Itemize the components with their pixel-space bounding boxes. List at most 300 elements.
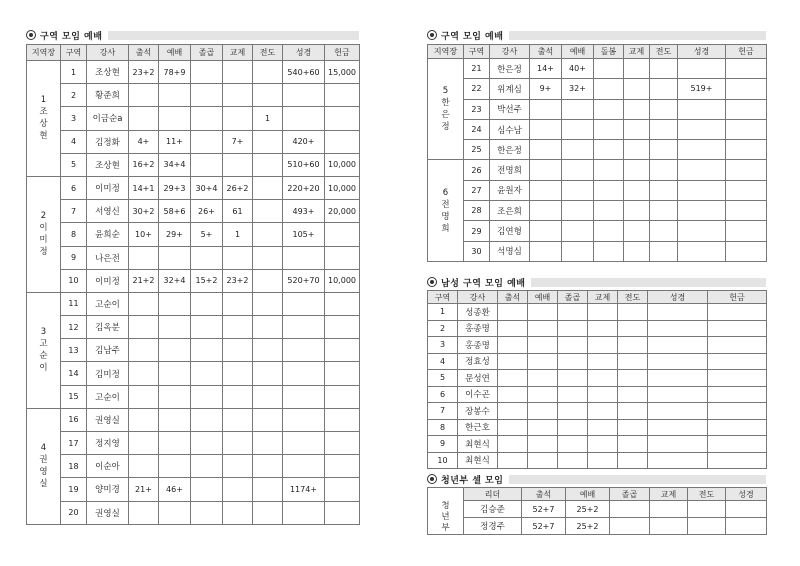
table-cell xyxy=(325,408,360,431)
leader-name-cell: 이미정 xyxy=(87,269,129,292)
leader-name-cell: 김옥분 xyxy=(87,316,129,339)
table-cell xyxy=(129,292,159,315)
table-cell: 23 xyxy=(464,99,490,119)
table-cell: 7 xyxy=(428,403,458,420)
leader-name-cell: 홍종명 xyxy=(458,337,498,354)
table-cell: 10,000 xyxy=(325,153,360,176)
table-cell xyxy=(223,84,253,107)
table-cell xyxy=(588,452,618,469)
column-header: 구역 xyxy=(61,45,87,61)
table-cell xyxy=(562,221,594,241)
table-cell xyxy=(498,436,528,453)
table-cell: 8 xyxy=(61,223,87,246)
table-cell xyxy=(253,339,283,362)
table-cell xyxy=(618,337,648,354)
district-worship-table-left xyxy=(26,44,360,525)
table-cell xyxy=(562,140,594,160)
table-cell xyxy=(648,452,708,469)
table-cell xyxy=(223,362,253,385)
leader-name-cell: 이순아 xyxy=(87,455,129,478)
table-cell: 30 xyxy=(464,241,490,261)
table-cell: 14+1 xyxy=(129,176,159,199)
table-cell xyxy=(708,403,767,420)
table-cell: 1174+ xyxy=(283,478,325,501)
leader-name-cell: 서영신 xyxy=(87,200,129,223)
mens-worship-table xyxy=(427,290,767,469)
table-cell xyxy=(708,436,767,453)
leader-name-cell: 권영실 xyxy=(87,408,129,431)
table-cell xyxy=(650,160,678,180)
table-cell xyxy=(618,320,648,337)
table-cell xyxy=(594,241,624,261)
table-cell xyxy=(223,432,253,455)
table-cell xyxy=(726,501,767,518)
table-cell xyxy=(159,362,191,385)
table-row xyxy=(428,99,767,119)
table-cell xyxy=(708,452,767,469)
leader-name-cell: 조상현 xyxy=(87,153,129,176)
table-cell: 20,000 xyxy=(325,200,360,223)
table-cell xyxy=(688,518,726,535)
leader-name-cell: 성종환 xyxy=(458,304,498,321)
table-cell: 29 xyxy=(464,221,490,241)
table-row xyxy=(428,337,767,354)
table-cell xyxy=(191,455,223,478)
table-cell: 26+2 xyxy=(223,176,253,199)
table-cell: 23+2 xyxy=(223,269,253,292)
leader-name-cell: 심수남 xyxy=(490,119,530,139)
table-cell: 10+ xyxy=(129,223,159,246)
table-cell: 22 xyxy=(464,79,490,99)
table-cell xyxy=(223,292,253,315)
table-cell xyxy=(618,304,648,321)
table-cell xyxy=(253,84,283,107)
table-cell xyxy=(253,385,283,408)
column-header: 출석 xyxy=(530,45,562,59)
table-cell xyxy=(618,386,648,403)
circle-bullet-icon xyxy=(427,30,437,40)
table-cell: 4 xyxy=(61,130,87,153)
table-cell: 21+ xyxy=(129,478,159,501)
table-row xyxy=(428,501,767,518)
table-cell: 540+60 xyxy=(283,61,325,84)
youth-label-cell: 청 년 부 xyxy=(428,501,464,535)
table-cell xyxy=(253,432,283,455)
table-cell xyxy=(223,107,253,130)
table-row xyxy=(428,221,767,241)
region-leader-cell: 2 이 미 정 xyxy=(27,176,61,292)
table-cell xyxy=(530,201,562,221)
column-header: 리더 xyxy=(464,488,522,501)
table-cell xyxy=(498,370,528,387)
title-bar xyxy=(509,31,766,40)
title-bar xyxy=(509,475,766,484)
leader-name-cell: 한은정 xyxy=(490,140,530,160)
column-header: 강사 xyxy=(490,45,530,59)
table-cell xyxy=(498,452,528,469)
table-cell xyxy=(562,99,594,119)
table-cell xyxy=(223,61,253,84)
column-header: 졸곱 xyxy=(558,291,588,304)
table-cell: 18 xyxy=(61,455,87,478)
table-cell xyxy=(223,408,253,431)
table-cell xyxy=(253,478,283,501)
leader-name-cell: 정효성 xyxy=(458,353,498,370)
column-header: 교제 xyxy=(588,291,618,304)
table-cell xyxy=(624,201,650,221)
table-cell xyxy=(588,419,618,436)
table-cell xyxy=(624,221,650,241)
table-cell xyxy=(191,385,223,408)
table-cell xyxy=(191,339,223,362)
table-cell xyxy=(558,370,588,387)
table-cell xyxy=(650,221,678,241)
table-cell xyxy=(678,140,726,160)
leader-name-cell: 양미경 xyxy=(87,478,129,501)
leader-name-cell: 고순이 xyxy=(87,385,129,408)
table-cell xyxy=(129,316,159,339)
table-cell xyxy=(594,140,624,160)
table-row xyxy=(27,501,360,524)
table-cell xyxy=(530,180,562,200)
table-cell xyxy=(530,140,562,160)
table-cell: 3 xyxy=(61,107,87,130)
table-cell xyxy=(558,304,588,321)
table-cell: 52+7 xyxy=(522,518,566,535)
table-cell xyxy=(159,292,191,315)
table-cell: 7 xyxy=(61,200,87,223)
table-cell xyxy=(253,61,283,84)
table-cell xyxy=(325,455,360,478)
leader-name-cell: 장봉수 xyxy=(458,403,498,420)
table-cell xyxy=(594,79,624,99)
table-cell xyxy=(325,84,360,107)
table-cell xyxy=(191,130,223,153)
table-cell: 16 xyxy=(61,408,87,431)
table-cell xyxy=(528,304,558,321)
table-cell xyxy=(610,501,650,518)
table-cell xyxy=(498,353,528,370)
table-cell xyxy=(648,320,708,337)
column-header: 예배 xyxy=(528,291,558,304)
table-cell: 10,000 xyxy=(325,269,360,292)
table-cell: 19 xyxy=(61,478,87,501)
leader-name-cell: 최현식 xyxy=(458,436,498,453)
table-cell xyxy=(648,403,708,420)
table-row xyxy=(27,292,360,315)
table-cell xyxy=(624,180,650,200)
table-cell: 12 xyxy=(61,316,87,339)
table-cell xyxy=(253,269,283,292)
table-cell xyxy=(530,99,562,119)
table-cell xyxy=(708,370,767,387)
table-cell xyxy=(528,353,558,370)
table-cell xyxy=(708,304,767,321)
table-cell xyxy=(325,385,360,408)
table-row xyxy=(428,419,767,436)
table-cell xyxy=(650,140,678,160)
table-cell xyxy=(253,130,283,153)
column-header: 전도 xyxy=(253,45,283,61)
table-cell xyxy=(253,223,283,246)
leader-name-cell: 황준희 xyxy=(87,84,129,107)
leader-name-cell: 김정화 xyxy=(87,130,129,153)
table-row xyxy=(27,478,360,501)
table-row xyxy=(428,119,767,139)
table-cell xyxy=(588,370,618,387)
table-cell xyxy=(283,84,325,107)
table-cell xyxy=(708,353,767,370)
table-cell: 9 xyxy=(61,246,87,269)
table-cell xyxy=(325,292,360,315)
table-cell xyxy=(498,386,528,403)
table-cell: 32+ xyxy=(562,79,594,99)
table-cell xyxy=(648,436,708,453)
table-cell xyxy=(650,241,678,261)
table-cell xyxy=(648,419,708,436)
table-cell xyxy=(283,455,325,478)
table-cell xyxy=(650,518,688,535)
table-cell xyxy=(594,99,624,119)
table-cell xyxy=(159,339,191,362)
column-header: 출석 xyxy=(522,488,566,501)
table-cell xyxy=(253,292,283,315)
table-cell xyxy=(325,501,360,524)
table-row xyxy=(428,304,767,321)
table-cell: 61 xyxy=(223,200,253,223)
table-cell xyxy=(618,419,648,436)
region-leader-cell: 5 한 은 정 xyxy=(428,59,464,160)
table-row xyxy=(27,130,360,153)
table-cell xyxy=(191,478,223,501)
table-cell: 16+2 xyxy=(129,153,159,176)
table-row xyxy=(428,201,767,221)
column-header: 성경 xyxy=(283,45,325,61)
leader-name-cell: 조은희 xyxy=(490,201,530,221)
table-cell: 27 xyxy=(464,180,490,200)
table-cell xyxy=(530,241,562,261)
circle-bullet-icon xyxy=(26,30,36,40)
table-cell xyxy=(283,362,325,385)
table-cell xyxy=(191,316,223,339)
table-cell: 25 xyxy=(464,140,490,160)
table-cell xyxy=(191,292,223,315)
leader-name-cell: 홍종명 xyxy=(458,320,498,337)
leader-name-cell: 정지영 xyxy=(87,432,129,455)
table-cell xyxy=(129,432,159,455)
table-cell: 29+ xyxy=(159,223,191,246)
table-cell xyxy=(223,316,253,339)
table-cell: 520+70 xyxy=(283,269,325,292)
leader-name-cell: 김승준 xyxy=(464,501,522,518)
table-cell xyxy=(223,501,253,524)
table-cell xyxy=(325,223,360,246)
table-cell xyxy=(528,386,558,403)
table-cell: 17 xyxy=(61,432,87,455)
table-cell xyxy=(562,180,594,200)
column-header: 예배 xyxy=(566,488,610,501)
table-cell xyxy=(618,370,648,387)
table-cell xyxy=(191,107,223,130)
leader-name-cell: 나은전 xyxy=(87,246,129,269)
table-cell: 25+2 xyxy=(566,518,610,535)
table-cell: 5+ xyxy=(191,223,223,246)
table-row xyxy=(27,385,360,408)
table-cell xyxy=(283,292,325,315)
table-row xyxy=(27,316,360,339)
table-row xyxy=(27,362,360,385)
table-row xyxy=(27,200,360,223)
table-cell xyxy=(159,455,191,478)
table-cell xyxy=(191,84,223,107)
table-cell: 4+ xyxy=(129,130,159,153)
table-cell: 34+4 xyxy=(159,153,191,176)
table-cell: 52+7 xyxy=(522,501,566,518)
table-cell xyxy=(726,221,767,241)
column-header: 교제 xyxy=(624,45,650,59)
column-header: 헌금 xyxy=(708,291,767,304)
leader-name-cell: 박선주 xyxy=(490,99,530,119)
table-cell xyxy=(708,386,767,403)
table-cell xyxy=(191,153,223,176)
leader-name-cell: 윤원자 xyxy=(490,180,530,200)
table-cell xyxy=(159,316,191,339)
table-cell xyxy=(708,337,767,354)
table-cell xyxy=(530,119,562,139)
table-cell xyxy=(594,119,624,139)
table-cell xyxy=(562,160,594,180)
leader-name-cell: 문성연 xyxy=(458,370,498,387)
table-cell: 5 xyxy=(61,153,87,176)
leader-name-cell: 김남주 xyxy=(87,339,129,362)
column-header: 성경 xyxy=(726,488,767,501)
table-cell: 15 xyxy=(61,385,87,408)
table-cell: 9 xyxy=(428,436,458,453)
table-cell xyxy=(129,385,159,408)
column-header: 구역 xyxy=(428,291,458,304)
table-cell xyxy=(588,337,618,354)
table-cell: 14+ xyxy=(530,59,562,79)
table-cell xyxy=(530,221,562,241)
table-cell: 220+20 xyxy=(283,176,325,199)
region-leader-cell: 4 권 영 실 xyxy=(27,408,61,524)
leader-name-cell: 전명희 xyxy=(490,160,530,180)
table-cell xyxy=(594,221,624,241)
table-cell xyxy=(618,403,648,420)
table-cell: 9+ xyxy=(530,79,562,99)
section-title-district-worship-2: 구역 모임 예배 xyxy=(427,28,766,42)
table-row xyxy=(27,176,360,199)
table-cell xyxy=(678,221,726,241)
table-cell xyxy=(562,119,594,139)
table-cell xyxy=(223,153,253,176)
table-row xyxy=(27,223,360,246)
table-row xyxy=(428,59,767,79)
table-cell xyxy=(648,337,708,354)
column-header: 예배 xyxy=(562,45,594,59)
column-header: 헌금 xyxy=(325,45,360,61)
leader-name-cell: 윤희순 xyxy=(87,223,129,246)
table-cell xyxy=(253,200,283,223)
table-cell xyxy=(678,119,726,139)
table-cell xyxy=(283,385,325,408)
table-cell: 21 xyxy=(464,59,490,79)
table-cell: 1 xyxy=(253,107,283,130)
table-cell: 6 xyxy=(61,176,87,199)
table-cell xyxy=(618,353,648,370)
table-cell xyxy=(558,353,588,370)
table-cell xyxy=(253,501,283,524)
table-cell xyxy=(650,501,688,518)
table-cell: 519+ xyxy=(678,79,726,99)
table-cell xyxy=(223,478,253,501)
table-row xyxy=(428,436,767,453)
leader-name-cell: 고순이 xyxy=(87,292,129,315)
table-cell xyxy=(325,432,360,455)
table-cell xyxy=(129,107,159,130)
table-cell: 493+ xyxy=(283,200,325,223)
region-leader-cell: 1 조 상 현 xyxy=(27,61,61,177)
table-cell xyxy=(283,316,325,339)
table-cell xyxy=(530,160,562,180)
table-cell xyxy=(726,180,767,200)
table-cell xyxy=(588,304,618,321)
table-row xyxy=(27,455,360,478)
table-row xyxy=(27,84,360,107)
table-cell xyxy=(726,59,767,79)
table-row xyxy=(428,241,767,261)
table-row xyxy=(428,452,767,469)
circle-bullet-icon xyxy=(427,474,437,484)
leader-name-cell: 이미정 xyxy=(87,176,129,199)
table-cell: 32+4 xyxy=(159,269,191,292)
table-cell xyxy=(129,408,159,431)
table-cell: 23+2 xyxy=(129,61,159,84)
table-cell: 46+ xyxy=(159,478,191,501)
table-cell xyxy=(528,436,558,453)
table-cell xyxy=(678,201,726,221)
section-title-youth-cell: 청년부 셀 모임 xyxy=(427,472,766,486)
table-cell xyxy=(191,246,223,269)
table-cell: 8 xyxy=(428,419,458,436)
table-cell xyxy=(325,107,360,130)
table-cell xyxy=(129,362,159,385)
table-row xyxy=(428,320,767,337)
table-cell xyxy=(528,320,558,337)
table-cell xyxy=(325,339,360,362)
table-row xyxy=(27,246,360,269)
table-cell: 26 xyxy=(464,160,490,180)
column-header: 교제 xyxy=(650,488,688,501)
table-cell: 6 xyxy=(428,386,458,403)
table-row xyxy=(27,269,360,292)
table-cell xyxy=(588,436,618,453)
table-cell: 420+ xyxy=(283,130,325,153)
table-cell xyxy=(283,107,325,130)
column-header: 지역장 xyxy=(27,45,61,61)
column-header: 강사 xyxy=(458,291,498,304)
column-header: 졸곱 xyxy=(191,45,223,61)
table-cell xyxy=(191,501,223,524)
table-cell: 28 xyxy=(464,201,490,221)
table-cell: 40+ xyxy=(562,59,594,79)
table-cell: 2 xyxy=(61,84,87,107)
table-cell xyxy=(726,518,767,535)
table-cell xyxy=(223,385,253,408)
column-header: 출석 xyxy=(129,45,159,61)
table-cell xyxy=(325,362,360,385)
table-row xyxy=(428,140,767,160)
